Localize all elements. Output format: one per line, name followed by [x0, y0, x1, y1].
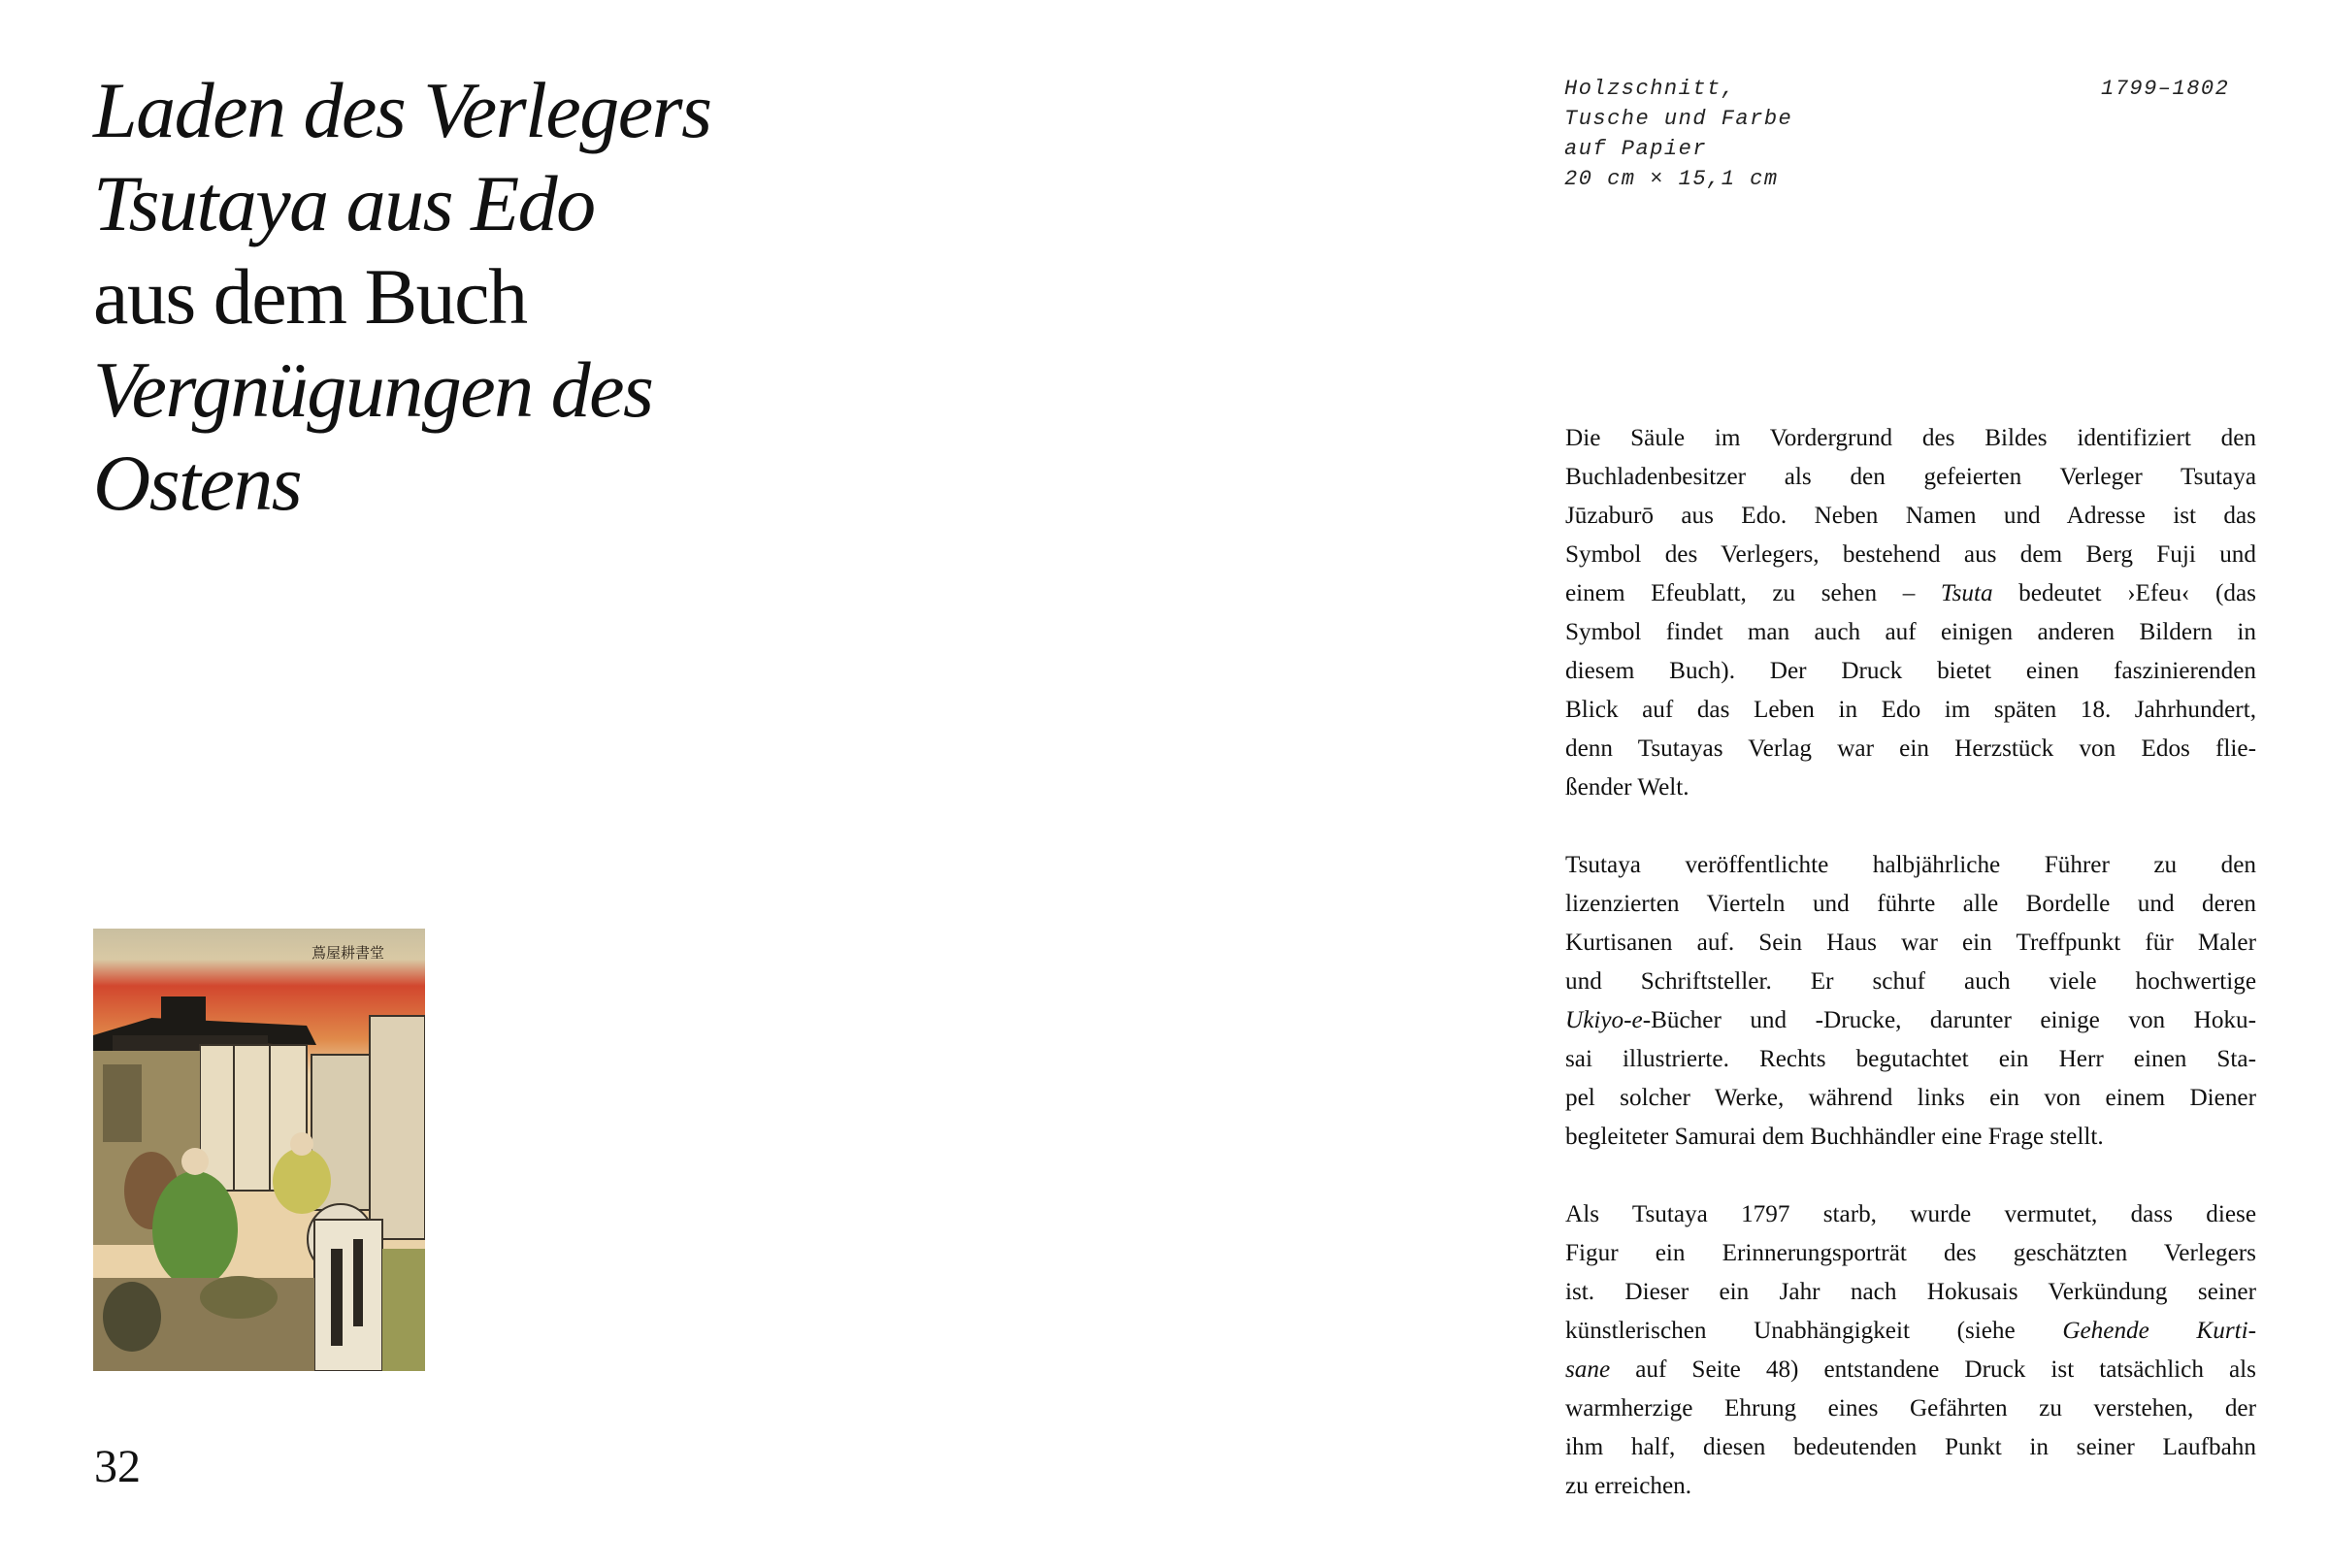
body-paragraph [1565, 1195, 2256, 1506]
text-run: diesem Buch). Der Druck bietet einen faszinierenden [1565, 658, 2256, 684]
artwork-title [93, 64, 1064, 530]
artwork-date: 1799–1802 [2101, 77, 2230, 101]
artwork-inscription: 蔦屋耕書堂 [311, 944, 384, 962]
text-run: Jūzaburō aus Edo. Neben Namen und Adresse ist das [1565, 503, 2256, 529]
text-line [1565, 1273, 2256, 1312]
text-line [1565, 458, 2256, 497]
italic-text: Ukiyo-e [1565, 1007, 1643, 1033]
italic-text: Tsuta [1940, 580, 1993, 606]
body-text [1565, 419, 2256, 1545]
italic-text: sane [1565, 1356, 1611, 1383]
medium-line: 20 cm × 15,1 cm [1564, 167, 1779, 191]
text-run: Buchladenbesitzer als den gefeierten Verleger Tsutaya [1565, 464, 2256, 490]
artwork-medium [1564, 74, 1914, 194]
medium-line: Tusche und Farbe [1564, 107, 1793, 131]
text-run: künstlerischen Unabhängigkeit (siehe [1565, 1318, 2063, 1344]
text-run: ßender Welt. [1565, 774, 1689, 800]
text-run: sai illustrierte. Rechts begutachtet ein Herr einen Sta- [1565, 1046, 2256, 1072]
medium-line: Holzschnitt, [1564, 77, 1736, 101]
text-run: Symbol des Verlegers, bestehend aus dem Berg Fuji und [1565, 541, 2256, 568]
title-line: aus dem Buch [93, 252, 527, 341]
text-line [1565, 1195, 2256, 1234]
text-line [1565, 613, 2256, 652]
text-run: pel solcher Werke, während links ein von einem Diener [1565, 1085, 2256, 1111]
text-run: warmherzige Ehrung eines Gefährten zu verstehen, der [1565, 1395, 2256, 1421]
text-run: Figur ein Erinnerungsporträt des geschätzten Verlegers [1565, 1240, 2256, 1266]
title-line: Tsutaya aus Edo [93, 159, 595, 247]
text-run: bedeutet ›Efeu‹ (das [1992, 580, 2256, 606]
text-line [1565, 652, 2256, 691]
title-line: Ostens [93, 439, 302, 527]
text-run: Als Tsutaya 1797 starb, wurde vermutet, dass diese [1565, 1201, 2256, 1227]
text-run: lizenzierten Vierteln und führte alle Bordelle und deren [1565, 891, 2256, 917]
text-line [1565, 574, 2256, 613]
text-run: begleiteter Samurai dem Buchhändler eine Frage stellt. [1565, 1124, 2104, 1150]
woodblock-print-illustration [93, 929, 425, 1371]
title-line: Vergnügungen des [93, 345, 653, 434]
text-line [1565, 846, 2256, 885]
text-run: Die Säule im Vordergrund des Bildes identifiziert den [1565, 425, 2256, 451]
text-run: auf Seite 48) entstandene Druck ist tatsächlich als [1610, 1356, 2256, 1383]
text-line [1565, 1351, 2256, 1389]
text-line [1565, 1118, 2256, 1157]
text-line [1565, 1312, 2256, 1351]
text-line [1565, 691, 2256, 730]
artwork-image [93, 929, 425, 1371]
text-line [1565, 885, 2256, 924]
title-line: Laden des Verlegers [93, 66, 711, 154]
text-run: Tsutaya veröffentlichte halbjährliche Führer zu den [1565, 852, 2256, 878]
text-line [1565, 1389, 2256, 1428]
text-line [1565, 1467, 2256, 1506]
body-paragraph [1565, 846, 2256, 1157]
text-run: Kurtisanen auf. Sein Haus war ein Treffpunkt für Maler [1565, 930, 2256, 956]
body-paragraph [1565, 419, 2256, 807]
text-line [1565, 419, 2256, 458]
text-line [1565, 924, 2256, 963]
text-line [1565, 1234, 2256, 1273]
text-run: -Bücher und -Drucke, darunter einige von Hoku- [1642, 1007, 2256, 1033]
right-page [1164, 0, 2329, 1568]
text-run: ihm half, diesen bedeutenden Punkt in seiner Laufbahn [1565, 1434, 2256, 1460]
text-run: und Schriftsteller. Er schuf auch viele hochwertige [1565, 968, 2256, 995]
text-line [1565, 1040, 2256, 1079]
text-line [1565, 1001, 2256, 1040]
text-line [1565, 963, 2256, 1001]
text-line [1565, 768, 2256, 807]
page-number: 32 [94, 1441, 141, 1492]
medium-line: auf Papier [1564, 137, 1708, 161]
text-run: denn Tsutayas Verlag war ein Herzstück von Edos flie- [1565, 735, 2256, 762]
italic-text: Gehende Kurti- [2062, 1318, 2256, 1344]
left-page [0, 0, 1164, 1568]
text-line [1565, 536, 2256, 574]
text-run: zu erreichen. [1565, 1473, 1692, 1499]
text-run: ist. Dieser ein Jahr nach Hokusais Verkündung seiner [1565, 1279, 2256, 1305]
text-line [1565, 1428, 2256, 1467]
text-run: Blick auf das Leben in Edo im späten 18. Jahrhundert, [1565, 697, 2256, 723]
text-line [1565, 497, 2256, 536]
text-run: einem Efeublatt, zu sehen – [1565, 580, 1941, 606]
text-run: Symbol findet man auch auf einigen anderen Bildern in [1565, 619, 2256, 645]
text-line [1565, 1079, 2256, 1118]
text-line [1565, 730, 2256, 768]
